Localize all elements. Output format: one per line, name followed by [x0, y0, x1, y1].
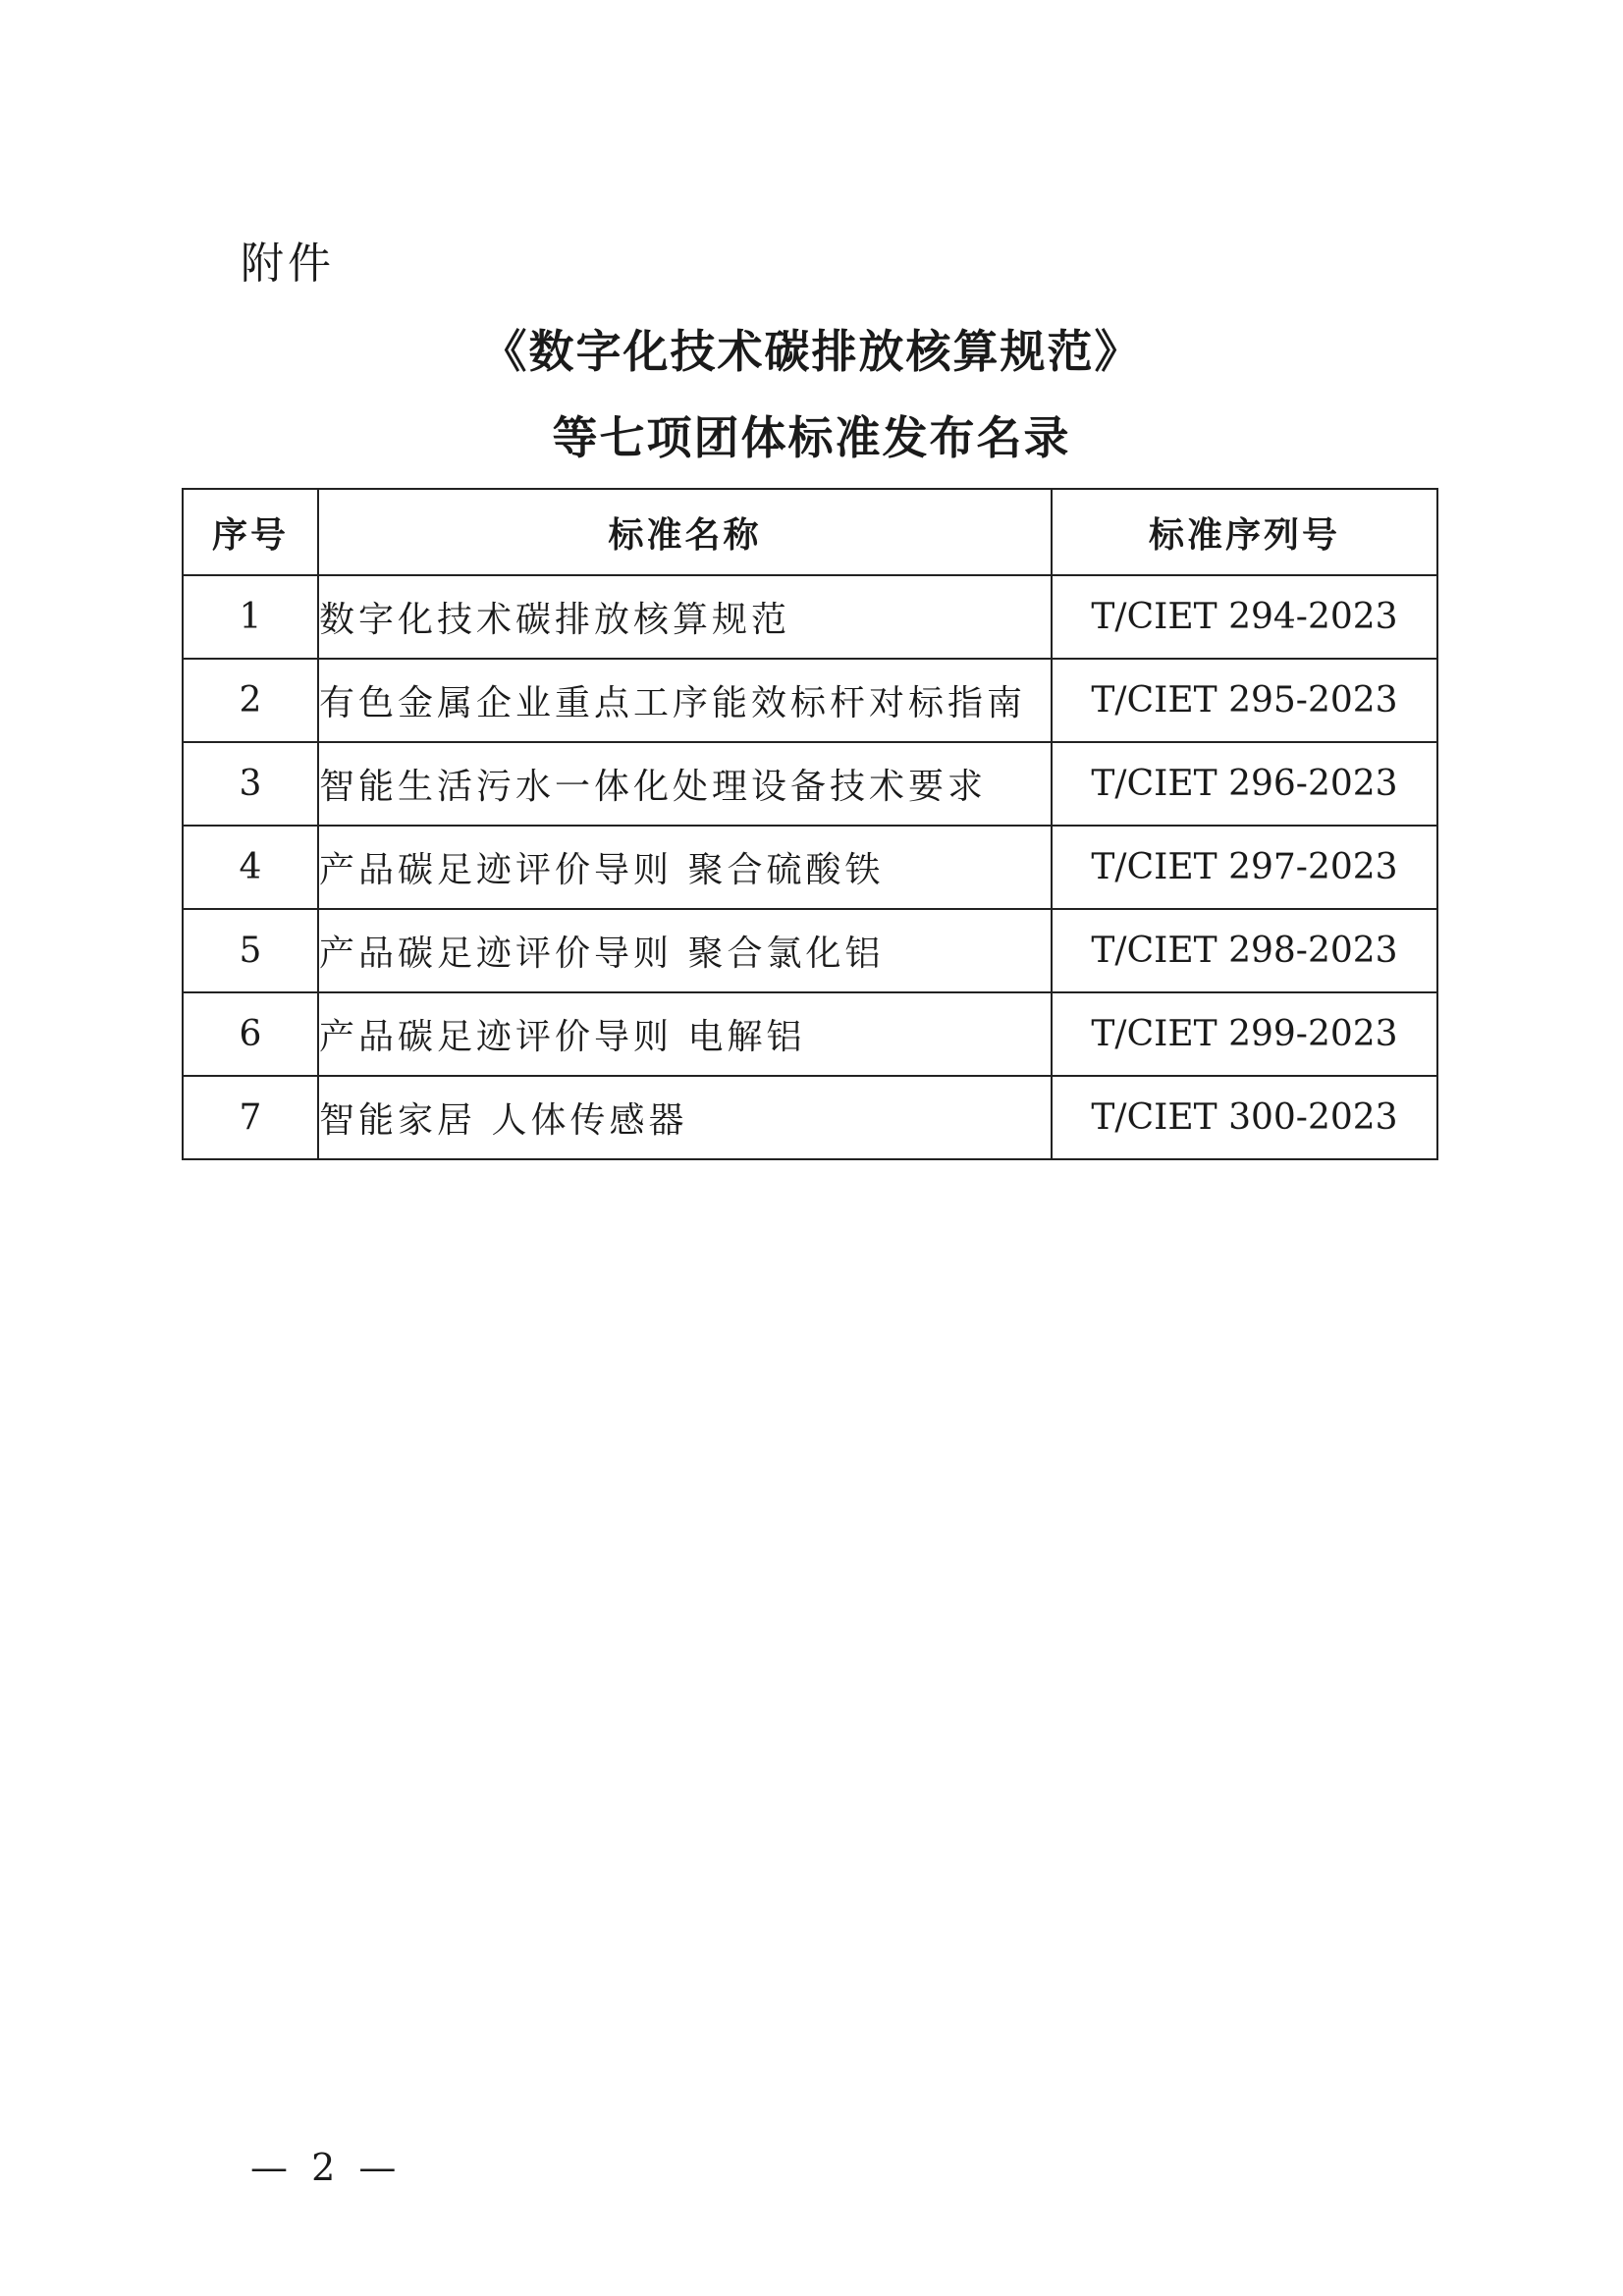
- row-index: 2: [183, 659, 318, 742]
- row-index: 1: [183, 575, 318, 659]
- table-row: [183, 575, 1437, 659]
- row-standard-code: T/CIET 296-2023: [1052, 742, 1437, 826]
- row-standard-name: 产品碳足迹评价导则 聚合氯化铝: [318, 909, 1052, 992]
- header-name: 标准名称: [318, 489, 1052, 575]
- table-header-row: [183, 489, 1437, 575]
- row-standard-name: 数字化技术碳排放核算规范: [318, 575, 1052, 659]
- header-index: 序号: [183, 489, 318, 575]
- row-standard-name: 有色金属企业重点工序能效标杆对标指南: [318, 659, 1052, 742]
- table-row: [183, 659, 1437, 742]
- row-standard-code: T/CIET 297-2023: [1052, 826, 1437, 909]
- page-number: — 2 —: [250, 2146, 403, 2189]
- document-title-line-2: 等七项团体标准发布名录: [552, 411, 1071, 464]
- row-standard-code: T/CIET 295-2023: [1052, 659, 1437, 742]
- row-index: 3: [183, 742, 318, 826]
- table-row: [183, 742, 1437, 826]
- row-standard-name: 智能生活污水一体化处理设备技术要求: [318, 742, 1052, 826]
- row-standard-code: T/CIET 298-2023: [1052, 909, 1437, 992]
- row-standard-name: 产品碳足迹评价导则 电解铝: [318, 992, 1052, 1076]
- row-standard-code: T/CIET 299-2023: [1052, 992, 1437, 1076]
- attachment-label: 附件: [241, 239, 335, 289]
- row-standard-code: T/CIET 300-2023: [1052, 1076, 1437, 1159]
- table-row: [183, 992, 1437, 1076]
- row-index: 5: [183, 909, 318, 992]
- header-code: 标准序列号: [1052, 489, 1437, 575]
- row-standard-name: 智能家居 人体传感器: [318, 1076, 1052, 1159]
- row-standard-code: T/CIET 294-2023: [1052, 575, 1437, 659]
- table-row: [183, 909, 1437, 992]
- row-index: 6: [183, 992, 318, 1076]
- table-row: [183, 1076, 1437, 1159]
- document-title-line-1: 《数字化技术碳排放核算规范》: [481, 325, 1142, 378]
- standards-table: [182, 488, 1438, 1160]
- row-index: 4: [183, 826, 318, 909]
- table-row: [183, 826, 1437, 909]
- row-standard-name: 产品碳足迹评价导则 聚合硫酸铁: [318, 826, 1052, 909]
- row-index: 7: [183, 1076, 318, 1159]
